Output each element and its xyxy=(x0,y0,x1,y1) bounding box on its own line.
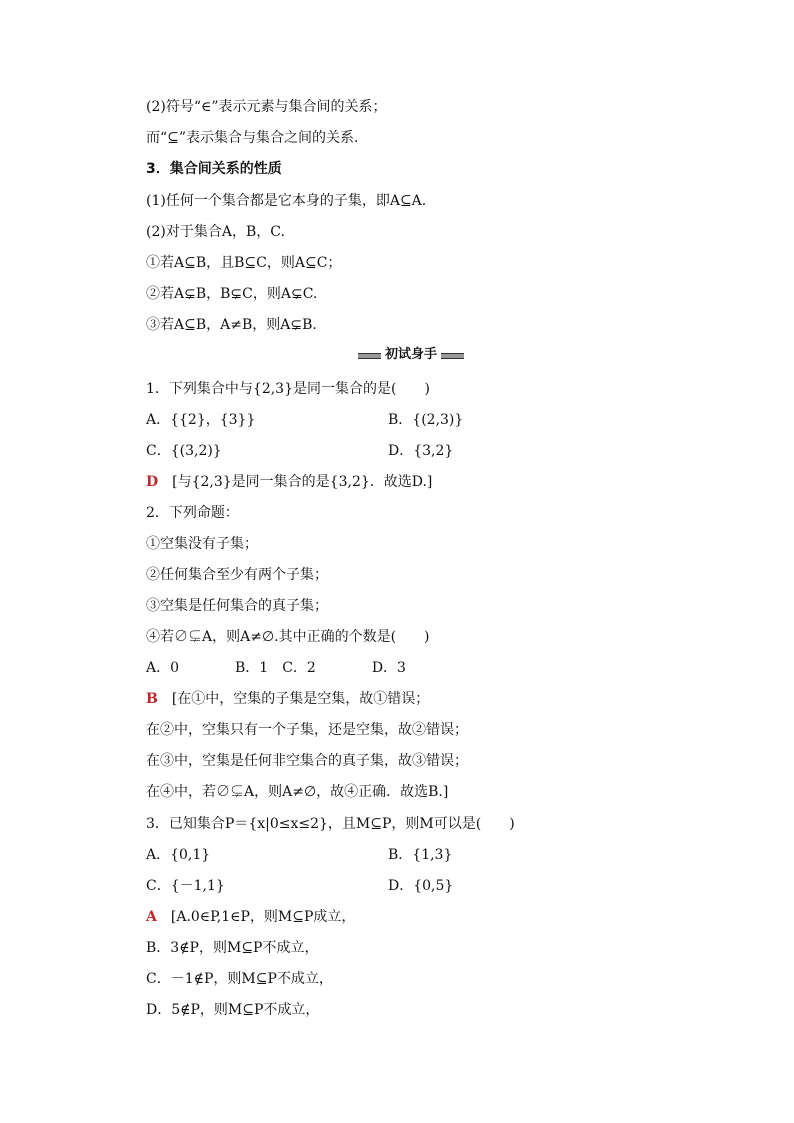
answer-explanation: [与{2,3}是同一集合的是{3,2}．故选D.] xyxy=(172,474,433,490)
option-c: C．{－1,1} xyxy=(146,878,225,894)
question-3-stem: 3．已知集合P＝{x|0≤x≤2}，且M⊆P，则M可以是( ) xyxy=(146,816,515,832)
explanation-line: 在③中，空集是任何非空集合的真子集，故③错误； xyxy=(146,753,468,769)
proposition-4: ④若∅⊊A，则A≠∅.其中正确的个数是( ) xyxy=(146,629,430,645)
banner-label: 初试身手 xyxy=(381,347,441,363)
text-line: 而“⊆”表示集合与集合之间的关系. xyxy=(146,130,359,146)
option-a: A．{{2}，{3}} xyxy=(146,412,256,428)
text-line: ①若A⊆B，且B⊆C，则A⊆C； xyxy=(146,255,342,271)
option-d: D．{3,2} xyxy=(388,443,454,459)
explanation-line: 在②中，空集只有一个子集，还是空集，故②错误； xyxy=(146,722,468,738)
option-b: B．{1,3} xyxy=(388,847,453,863)
option-d: D．{0,5} xyxy=(388,878,454,894)
proposition-2: ②任何集合至少有两个子集； xyxy=(146,567,328,583)
explanation-line: B．3∉P，则M⊆P不成立， xyxy=(146,940,319,956)
answer-explanation: [在①中，空集的子集是空集，故①错误； xyxy=(171,691,430,707)
question-1-options-row-1 xyxy=(146,411,464,429)
text-line: (2)对于集合A，B，C. xyxy=(146,224,285,240)
explanation-line: 在④中，若∅⊊A，则A≠∅，故④正确．故选B.] xyxy=(146,784,449,800)
option-c: C．{(3,2)} xyxy=(146,443,222,459)
question-3-answer xyxy=(146,908,355,926)
proposition-1: ①空集没有子集； xyxy=(146,536,258,552)
answer-letter: A xyxy=(146,909,157,925)
option-b: B．{(2,3)} xyxy=(388,412,464,428)
question-2-options: A．0 B．1 C．2 D．3 xyxy=(146,660,406,676)
question-1-stem: 1．下列集合中与{2,3}是同一集合的是( ) xyxy=(146,381,430,397)
text-line: ②若A⊊B，B⊊C，则A⊊C. xyxy=(146,286,318,302)
explanation-line: C．－1∉P，则M⊆P不成立， xyxy=(146,971,333,987)
answer-explanation: [A.0∈P,1∈P，则M⊆P成立， xyxy=(170,909,356,925)
text-line: (1)任何一个集合都是它本身的子集，即A⊆A. xyxy=(146,193,427,209)
question-3-options-row-2 xyxy=(146,877,454,895)
answer-letter: D xyxy=(146,474,159,490)
question-2-stem: 2．下列命题： xyxy=(146,505,239,521)
section-heading: 3．集合间关系的性质 xyxy=(146,161,282,177)
proposition-3: ③空集是任何集合的真子集； xyxy=(146,598,328,614)
question-1-answer xyxy=(146,473,432,491)
text-line: ③若A⊆B，A≠B，则A⊊B. xyxy=(146,317,317,333)
explanation-line: D．5∉P，则M⊆P不成立， xyxy=(146,1002,320,1018)
question-3-options-row-1 xyxy=(146,846,453,864)
answer-letter: B xyxy=(146,691,158,707)
section-banner xyxy=(358,346,464,364)
question-2-answer xyxy=(146,690,429,708)
option-a: A．{0,1} xyxy=(146,847,211,863)
question-1-options-row-2 xyxy=(146,442,454,460)
text-line: (2)符号“∈”表示元素与集合间的关系； xyxy=(146,99,387,115)
